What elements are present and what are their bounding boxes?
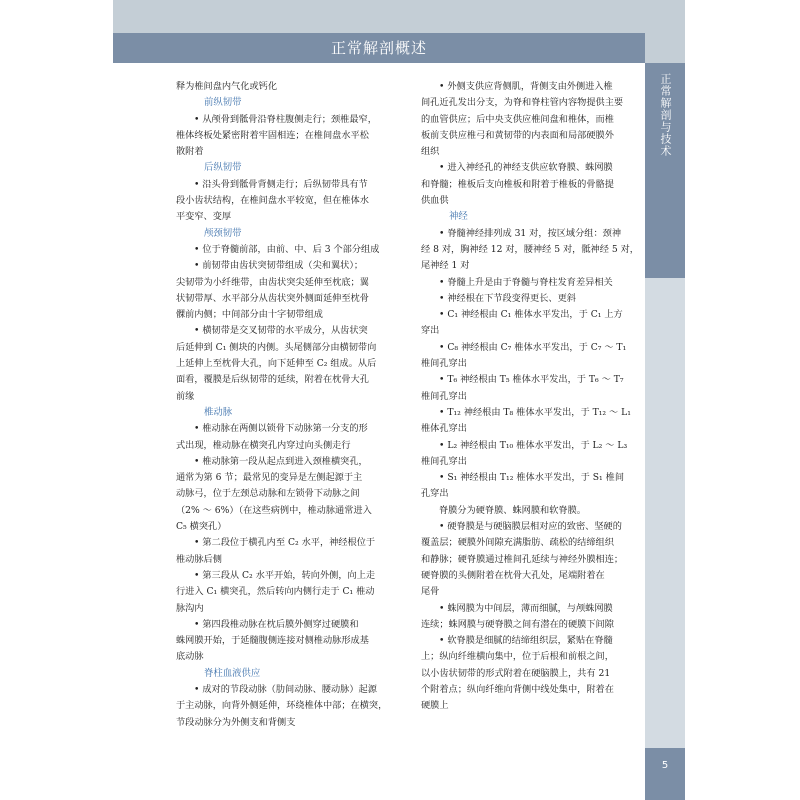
text-line: 以小齿状韧带的形式附着在硬脑膜上，共有 21 <box>421 667 611 679</box>
text-line: 尾神经 1 对 <box>421 260 470 272</box>
text-line: • 椎动脉在两侧以锁骨下动脉第一分支的形 <box>194 423 368 435</box>
text-line: 尾骨 <box>421 586 440 598</box>
side-strip-top <box>645 0 685 63</box>
section-heading: 颅颈韧带 <box>204 227 242 239</box>
side-strip <box>645 278 685 748</box>
text-line: 经 8 对，胸神经 12 对，腰神经 5 对，骶神经 5 对， <box>421 243 639 255</box>
text-line: • 从颅骨到骶骨沿脊柱腹侧走行；颈椎最窄， <box>194 113 377 125</box>
text-line: 椎体孔穿出 <box>421 423 467 435</box>
text-line: • 脊髓上升是由于脊髓与脊柱发育差异相关 <box>439 276 613 288</box>
text-line: • 位于脊髓前部，由前、中、后 3 个部分组成 <box>194 243 380 255</box>
text-line: 平变窄、变厚 <box>176 211 232 223</box>
section-heading: 前纵韧带 <box>204 97 242 109</box>
text-line: • 第四段椎动脉在枕后膜外侧穿过硬膜和 <box>194 618 359 630</box>
text-line: 面看，覆膜是后纵韧带的延续，附着在枕骨大孔 <box>176 374 369 386</box>
right-column <box>421 79 647 715</box>
text-line: 板前支供应椎弓和黄韧带的内表面和局部硬膜外 <box>421 129 614 141</box>
text-line: 脉沟内 <box>176 602 204 614</box>
text-line: 释为椎间盘内气化或钙化 <box>176 81 278 92</box>
text-line: C₅ 横突孔） <box>176 521 227 533</box>
chapter-tab-label: 正常解剖与技术 <box>659 73 672 157</box>
chapter-tab <box>645 63 685 278</box>
text-line: 后延伸到 C₁ 侧块的内侧。头尾侧部分由横韧带向 <box>176 341 377 353</box>
page-number-box <box>645 748 685 800</box>
text-line: • 椎动脉第一段从起点到进入颈椎横突孔， <box>194 455 368 467</box>
text-line: 覆盖层；硬膜外间隙充满脂肪、疏松的结缔组织 <box>421 537 614 549</box>
text-line: • T₁₂ 神经根由 T₈ 椎体水平发出，于 T₁₂ ～ L₁ <box>439 406 631 418</box>
text-line: 散附着 <box>176 146 204 158</box>
text-line: 间孔近孔发出分支，为脊和脊柱管内容物提供主要 <box>421 97 624 109</box>
text-line: 和静脉；硬脊膜通过椎间孔延续与神经外膜相连； <box>421 553 624 565</box>
text-line: 和脊髓；椎板后支向椎板和附着于椎板的骨骼提 <box>421 178 614 190</box>
text-line: 上延伸上至枕骨大孔，向下延伸至 C₂ 组成。从后 <box>176 358 377 370</box>
text-line: 段小齿状结构，在椎间盘水平较宽，但在椎体水 <box>176 195 369 207</box>
text-line: 组织 <box>421 146 440 158</box>
text-line: • 软脊膜是细腻的结缔组织层，紧贴在脊髓 <box>439 635 613 647</box>
text-line: 椎间孔穿出 <box>421 390 467 402</box>
text-line: • T₆ 神经根由 T₅ 椎体水平发出，于 T₆ ～ T₇ <box>439 374 624 386</box>
text-line: • 脊髓神经排列成 31 对，按区域分组：颈神 <box>439 227 622 239</box>
text-line: • 横韧带是交叉韧带的水平成分，从齿状突 <box>194 325 368 337</box>
text-line: • 外侧支供应背侧肌，背侧支由外侧进入椎 <box>439 81 613 92</box>
text-line: • C₈ 神经根由 C₇ 椎体水平发出，于 C₇ ～ T₁ <box>439 341 627 353</box>
text-line: 上；纵向纤维横向集中，位于后根和前根之间， <box>421 651 614 663</box>
text-line: 行进入 C₁ 横突孔，然后转向内侧行走于 C₁ 椎动 <box>176 586 375 598</box>
text-line: • 进入神经孔的神经支供应软脊膜、蛛网膜 <box>439 162 613 174</box>
text-line: • C₁ 神经根由 C₁ 椎体水平发出，于 C₁ 上方 <box>439 309 623 321</box>
page-number: 5 <box>661 760 669 771</box>
section-heading: 后纵韧带 <box>204 162 242 174</box>
text-line: 脊膜分为硬脊膜、蛛网膜和软脊膜。 <box>439 504 586 516</box>
text-line: 状韧带厚、水平部分从齿状突外侧面延伸至枕骨 <box>176 292 369 304</box>
text-line: 底动脉 <box>176 651 204 663</box>
text-line: 于主动脉，向背外侧延伸，环绕椎体中部；在横突， <box>176 700 388 712</box>
text-line: 穿出 <box>421 325 440 337</box>
text-line: 尖韧带为小纤维带，由齿状突尖延伸至枕底；翼 <box>176 276 369 288</box>
text-line: 连续；蛛网膜与硬脊膜之间有潜在的硬膜下间隙 <box>421 618 614 630</box>
text-line: 通常为第 6 节；最常见的变异是左侧起源于主 <box>176 472 363 484</box>
text-line: 孔穿出 <box>421 488 449 500</box>
text-line: 髁前内侧；中间部分由十字韧带组成 <box>176 309 323 321</box>
text-line: 式出现，椎动脉在横突孔内穿过向头侧走行 <box>176 439 351 451</box>
text-line: 椎体终板处紧密附着牢固相连；在椎间盘水平松 <box>176 129 369 141</box>
text-line: 硬脊膜的头侧附着在枕骨大孔处，尾端附着在 <box>421 569 605 581</box>
text-line: • L₂ 神经根由 T₁₀ 椎体水平发出，于 L₂ ～ L₃ <box>439 439 628 451</box>
text-line: • 沿头骨到骶骨背侧走行；后纵韧带具有节 <box>194 178 368 190</box>
text-line: （2% ～ 6%）（在这些病例中，椎动脉通常进入 <box>176 504 372 516</box>
section-heading: 脊柱血液供应 <box>204 667 261 679</box>
text-line: 供血供 <box>421 195 449 207</box>
section-heading: 椎动脉 <box>204 406 233 418</box>
text-line: 蛛网膜开始，于延髓腹侧连接对侧椎动脉形成基 <box>176 635 369 647</box>
text-line: 椎间孔穿出 <box>421 358 467 370</box>
section-heading: 神经 <box>449 211 468 223</box>
text-line: 椎动脉后侧 <box>176 553 222 565</box>
text-line: • 前韧带由齿状突韧带组成（尖和翼状）； <box>194 260 364 272</box>
text-line: • 蛛网膜为中间层，薄而细腻，与颅蛛网膜 <box>439 602 613 614</box>
left-column <box>176 79 402 731</box>
text-line: 个附着点；纵向纤维向背侧中线处集中，附着在 <box>421 683 614 695</box>
text-line: • 第二段位于横孔内至 C₂ 水平，神经根位于 <box>194 537 376 549</box>
page-title: 正常解剖概述 <box>330 39 427 57</box>
text-line: 节段动脉分为外侧支和背侧支 <box>176 716 296 728</box>
text-line: 的血管供应；后中央支供应椎间盘和椎体，而椎 <box>421 113 614 125</box>
text-line: • 神经根在下节段变得更长、更斜 <box>439 292 576 304</box>
text-line: • S₁ 神经根由 T₁₂ 椎体水平发出，于 S₁ 椎间 <box>439 472 625 484</box>
text-line: • 第三段从 C₂ 水平开始，转向外侧，向上走 <box>194 569 376 581</box>
text-line: 前缘 <box>176 390 195 402</box>
text-line: 硬膜上 <box>421 700 449 712</box>
text-line: 椎间孔穿出 <box>421 455 467 467</box>
text-line: • 硬脊膜是与硬脑膜层相对应的致密、坚硬的 <box>439 521 622 533</box>
text-line: • 成对的节段动脉（肋间动脉、腰动脉）起源 <box>194 683 377 695</box>
text-line: 动脉弓，位于左颈总动脉和左锁骨下动脉之间 <box>176 488 360 500</box>
